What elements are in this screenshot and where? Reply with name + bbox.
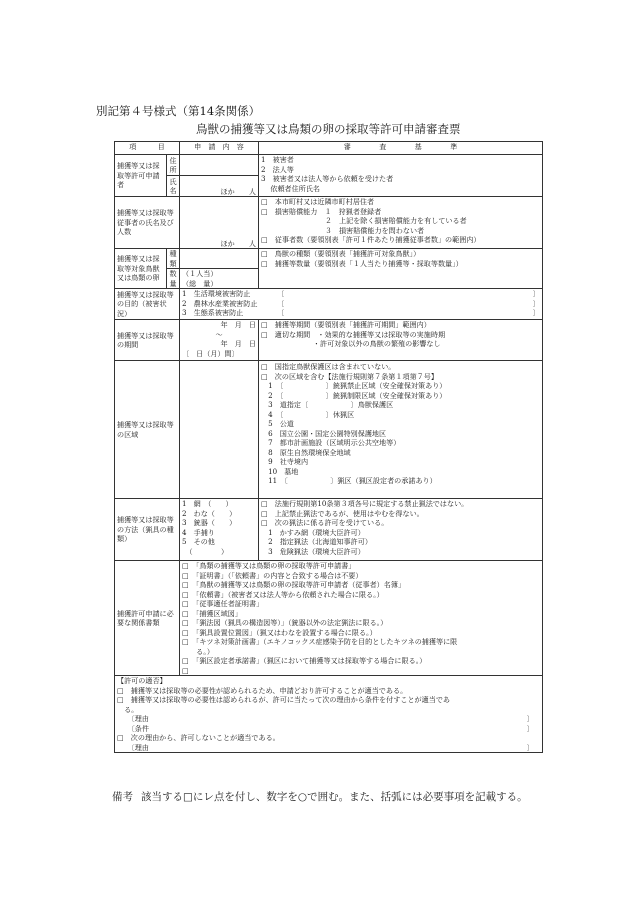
document-item[interactable]: □ 「鳥類の捕獲等又は鳥類の卵の採取等許可申請書」 bbox=[182, 561, 356, 570]
period-end: 年 月 日 bbox=[220, 339, 256, 348]
workers-suffix: ほか 人 bbox=[220, 238, 256, 248]
method-option: 2 わな（ ） bbox=[182, 508, 237, 518]
method-criteria bbox=[259, 499, 543, 561]
workers-row bbox=[115, 197, 543, 249]
criteria-line: 2 指定猟法（北海道知事許可） bbox=[261, 537, 372, 546]
criteria-line: □ 従事者数（要領別表「許可１件あたり捕獲従事者数」の範囲内） bbox=[261, 235, 481, 244]
bracket-open: 〔 bbox=[277, 289, 285, 298]
purpose-option bbox=[182, 299, 540, 309]
bracket-close: 〕 bbox=[532, 308, 540, 317]
applicant-criteria bbox=[259, 155, 543, 197]
criteria-line: □ 捕獲等期間（要領別表「捕獲許可期間」範囲内） bbox=[261, 320, 431, 329]
period-tilde: 〜 bbox=[215, 329, 223, 339]
count-total: （総 量） bbox=[182, 278, 218, 288]
verdict-option-deny[interactable]: □ 次の理由から、許可しないことが適当である。 bbox=[117, 733, 280, 742]
species-label: 捕獲等又は採取等対象鳥獣又は鳥類の卵 bbox=[115, 249, 167, 289]
period-criteria bbox=[259, 320, 543, 361]
document-item[interactable]: □ 「鳥獣の捕獲等又は鳥類の卵の採取等許可申請者（従事者）名簿」 bbox=[182, 580, 406, 589]
purpose-option bbox=[182, 289, 540, 299]
criteria-line: ３ 損害賠償能力を問わない者 bbox=[261, 225, 425, 235]
purpose-field[interactable] bbox=[180, 289, 543, 320]
purpose-option-3: 3 生態系被害防止 bbox=[182, 308, 244, 317]
documents-row bbox=[115, 561, 543, 676]
criteria-line: □ 国指定鳥獣保護区は含まれていない。 bbox=[261, 362, 396, 371]
criteria-line: □ 捕獲等数量（要領別表「１人当たり捕獲等・採取等数量」） bbox=[261, 258, 463, 268]
documents-list bbox=[180, 561, 543, 676]
area-label: 捕獲等又は採取等の区域 bbox=[115, 361, 180, 499]
count-per-person: （１人当） bbox=[182, 269, 218, 278]
bracket-close: 〕 bbox=[532, 298, 540, 308]
criteria-line: □ 上記禁止猟法であるが、使用はやむを得ない。 bbox=[261, 508, 424, 518]
criteria-line: 2 法人等 bbox=[261, 164, 294, 174]
purpose-option bbox=[182, 308, 540, 318]
purpose-row bbox=[115, 289, 543, 320]
workers-field[interactable] bbox=[180, 197, 259, 249]
verdict-row bbox=[115, 676, 543, 753]
criteria-line: □ 法施行規則第10条第３項各号に規定する禁止猟法ではない。 bbox=[261, 499, 469, 508]
period-row bbox=[115, 320, 543, 361]
criteria-line: 3 被害者又は法人等から依頼を受けた者 bbox=[261, 174, 394, 183]
criteria-line: 3 道指定〔 〕鳥獣保護区 bbox=[261, 400, 394, 409]
purpose-option-1: 1 生活環境被害防止 bbox=[182, 289, 251, 298]
verdict-condition: 〔条件 bbox=[117, 723, 149, 733]
verdict-box bbox=[115, 676, 543, 753]
method-option: 1 網 （ ） bbox=[182, 499, 233, 508]
species-criteria bbox=[259, 249, 543, 289]
verdict-option-conditional[interactable]: □ 捕獲等又は採取等の必要性は認められるが、許可に当たって次の理由から条件を付すことが適当であ bbox=[117, 695, 451, 704]
period-start: 年 月 日 bbox=[220, 320, 256, 329]
criteria-line: 6 国立公園・国定公園特別保護地区 bbox=[261, 428, 387, 438]
method-option: 4 手捕り bbox=[182, 527, 215, 537]
verdict-deny-reason-line[interactable] bbox=[117, 743, 540, 753]
workers-label: 捕獲等又は採取等従事者の氏名及び人数 bbox=[115, 197, 180, 249]
criteria-line: □ 適切な期間 ・効果的な捕獲等又は採取等の実施時期 bbox=[261, 329, 446, 339]
applicant-address-field[interactable] bbox=[180, 155, 259, 176]
period-field[interactable] bbox=[180, 320, 259, 361]
species-type-field[interactable] bbox=[180, 249, 259, 269]
document-item[interactable]: □ 「猟具設置位置図」（猟又はわなを設置する場合に限る。） bbox=[182, 627, 377, 637]
bracket-close: 〕 bbox=[526, 714, 534, 723]
bracket-close: 〕 bbox=[526, 742, 534, 752]
criteria-line: □ 損害賠償能力 １ 狩猟者登録者 bbox=[261, 206, 382, 216]
verdict-condition-line[interactable] bbox=[117, 724, 540, 734]
criteria-line: ２ 上記を除く損害賠償能力を有している者 bbox=[261, 216, 467, 225]
purpose-option-2: 2 農林水産業被害防止 bbox=[182, 298, 258, 308]
species-count-label: 数量 bbox=[167, 269, 180, 289]
verdict-reason: 〔理由 bbox=[117, 714, 149, 723]
criteria-line: □ 次の区域を含む【法施行規則第７条第１項第７号】 bbox=[261, 371, 438, 381]
criteria-line: □ 本市町村又は近隣市町村居住者 bbox=[261, 197, 375, 206]
verdict-heading: 【許可の適否】 bbox=[117, 676, 167, 685]
bracket-close: 〕 bbox=[526, 723, 534, 733]
document-item[interactable]: □ 「依頼書」（被害者又は法人等から依頼された場合に限る。） bbox=[182, 589, 384, 599]
area-field[interactable] bbox=[180, 361, 259, 499]
area-row bbox=[115, 361, 543, 499]
footnote-label: 備考 bbox=[112, 791, 133, 803]
document-item[interactable]: □ bbox=[182, 665, 189, 675]
species-type-label: 種類 bbox=[167, 249, 180, 269]
method-option: 3 銃器（ ） bbox=[182, 518, 237, 527]
criteria-line: 5 公道 bbox=[261, 419, 294, 428]
document-item[interactable]: □ 「捕獲区域図」 bbox=[182, 608, 242, 618]
criteria-line: 1 かすみ網（環境大臣許可） bbox=[261, 527, 365, 537]
document-item[interactable]: □ 「証明書」（「依頼書」の内容と合致する場合は不要） bbox=[182, 570, 363, 580]
criteria-line: 4 〔 〕休猟区 bbox=[261, 409, 355, 419]
verdict-reason-line[interactable] bbox=[117, 714, 540, 724]
page-title: 鳥獣の捕獲等又は鳥類の卵の採取等許可申請審査票 bbox=[196, 122, 461, 136]
criteria-line: 3 危険猟法（環境大臣許可） bbox=[261, 546, 365, 556]
bracket-open: 〔 bbox=[277, 308, 285, 317]
col-content: 申 請 内 容 bbox=[180, 142, 259, 155]
name-suffix: ほか 人 bbox=[220, 186, 256, 196]
document-item[interactable]: □ 「キツネ対策計画書」（エキノコックス症感染予防を目的としたキツネの捕獲等に限 bbox=[182, 637, 458, 646]
criteria-line: 11 〔 〕猟区（猟区設定者の承諾あり） bbox=[261, 476, 437, 485]
method-option: 5 その他 bbox=[182, 537, 215, 546]
verdict-deny-reason: 〔理由 bbox=[117, 742, 149, 752]
document-item: る。） bbox=[182, 646, 214, 656]
criteria-line: □ 次の猟法に係る許可を受けている。 bbox=[261, 518, 389, 527]
criteria-line: 9 社寺境内 bbox=[261, 457, 309, 466]
col-standard: 審 査 基 準 bbox=[259, 142, 543, 155]
document-item[interactable]: □ 「猟法図（猟具の構造図等）」（銃器以外の法定猟法に限る。） bbox=[182, 618, 388, 627]
workers-criteria bbox=[259, 197, 543, 249]
purpose-label: 捕獲等又は採取等の目的（被害状況） bbox=[115, 289, 180, 320]
bracket-close: 〕 bbox=[532, 289, 540, 298]
criteria-line: 8 原生自然環境保全地域 bbox=[261, 447, 351, 457]
applicant-name-label: 氏名 bbox=[167, 176, 180, 197]
species-count-field[interactable] bbox=[180, 269, 259, 289]
species-row bbox=[115, 249, 543, 269]
area-criteria bbox=[259, 361, 543, 499]
document-item[interactable]: □ 「猟区設定者承諾書」（猟区において捕獲等又は採取等する場合に限る。） bbox=[182, 656, 427, 665]
criteria-line: 依頼者住所氏名 bbox=[261, 183, 321, 193]
col-item: 項 目 bbox=[115, 142, 180, 155]
method-label: 捕獲等又は採取等の方法（猟具の種類） bbox=[115, 499, 180, 561]
criteria-line: □ 鳥獣の種類（要領別表「捕獲許可対象鳥獣」） bbox=[261, 249, 421, 258]
method-field[interactable] bbox=[180, 499, 259, 561]
criteria-line: 10 墓地 bbox=[261, 466, 299, 476]
verdict-line: る。 bbox=[117, 704, 139, 714]
footnote bbox=[112, 790, 582, 805]
verdict-option-approve[interactable]: □ 捕獲等又は採取等の必要性が認められるため、申請どおり許可することが適当である。 bbox=[117, 685, 408, 695]
form-label: 別記第４号様式（第14条関係） bbox=[96, 104, 261, 118]
method-option: （ ） bbox=[182, 546, 229, 556]
documents-label: 捕獲許可申請に必要な関係書類 bbox=[115, 561, 180, 676]
criteria-line: 2 〔 〕銃猟制限区域（安全確保対策あり） bbox=[261, 390, 447, 400]
method-row bbox=[115, 499, 543, 561]
applicant-row bbox=[115, 155, 543, 176]
document-item[interactable]: □ 「従事適任者証明書」 bbox=[182, 599, 264, 608]
header-row bbox=[115, 142, 543, 155]
criteria-line: ・許可対象以外の鳥獣の繁殖の影響なし bbox=[261, 339, 441, 348]
applicant-name-field[interactable] bbox=[180, 176, 259, 197]
period-label: 捕獲等又は採取等の期間 bbox=[115, 320, 180, 361]
criteria-line: 1 〔 〕銃猟禁止区域（安全確保対策あり） bbox=[261, 381, 447, 390]
applicant-address-label: 住所 bbox=[167, 155, 180, 176]
applicant-label: 捕獲等又は採取等許可申請者 bbox=[115, 155, 167, 197]
criteria-line: 7 都市計画施設（区域明示公共空地等） bbox=[261, 438, 401, 447]
criteria-line: 1 被害者 bbox=[261, 155, 294, 164]
bracket-open: 〔 bbox=[277, 298, 285, 308]
footnote-text: 該当する□にレ点を付し、数字を○で囲む。また、括弧には必要事項を記載する。 bbox=[141, 791, 528, 803]
review-table bbox=[114, 141, 543, 753]
period-days: 〔 日（月）間〕 bbox=[182, 348, 239, 358]
